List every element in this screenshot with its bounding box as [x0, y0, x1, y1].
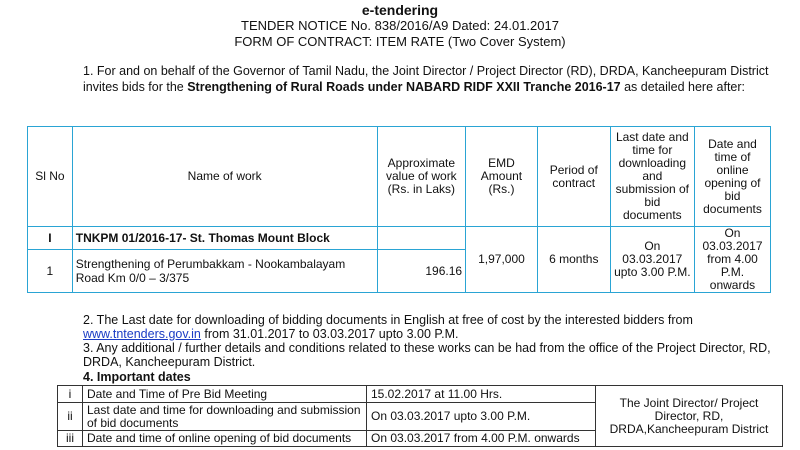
- date-row-item: Date and Time of Pre Bid Meeting: [83, 386, 367, 403]
- para2-text: The Last date for downloading of bidding documents in English at free of cost by the interested bidders from: [93, 313, 693, 327]
- header-approx-value: Approximate value of work (Rs. in Laks): [377, 127, 465, 227]
- para1-num: 1.: [83, 64, 94, 78]
- group-name: TNKPM 01/2016-17- St. Thomas Mount Block: [72, 227, 377, 250]
- works-table: [27, 126, 771, 293]
- paragraphs-2-3: [83, 313, 783, 369]
- group-sl: I: [28, 227, 73, 250]
- form-of-contract: FORM OF CONTRACT: ITEM RATE (Two Cover System): [234, 34, 566, 49]
- tender-notice-number: TENDER NOTICE No. 838/2016/A9 Dated: 24.01.2017: [241, 18, 559, 33]
- date-row-value: 15.02.2017 at 11.00 Hrs.: [367, 386, 596, 403]
- header-name-of-work: Name of work: [72, 127, 377, 227]
- paragraph-3: 3. Any additional / further details and conditions related to these works can be had from the office of the Project Director, RD, DRDA, Kancheepuram District.: [83, 341, 771, 369]
- important-dates-table: [57, 385, 783, 447]
- row-sl: 1: [28, 250, 73, 293]
- date-row-no: i: [58, 386, 83, 403]
- date-row-no: ii: [58, 403, 83, 431]
- opening-date-cell: On 03.03.2017 from 4.00 P.M. onwards: [694, 227, 770, 293]
- emd-amount: 1,97,000: [466, 227, 538, 293]
- date-row-value: On 03.03.2017 from 4.00 P.M. onwards: [367, 431, 596, 447]
- date-row-item: Date and time of online opening of bid documents: [83, 431, 367, 447]
- last-date-cell: On 03.03.2017 upto 3.00 P.M.: [610, 227, 694, 293]
- row-approx-value: 196.16: [377, 250, 465, 293]
- date-row-value: On 03.03.2017 upto 3.00 P.M.: [367, 403, 596, 431]
- period-of-contract: 6 months: [537, 227, 610, 293]
- row-name-of-work: Strengthening of Perumbakkam - Nookambalayam Road Km 0/0 – 3/375: [72, 250, 377, 293]
- issuing-authority: The Joint Director/ Project Director, RD, DRDA,Kancheepuram District: [596, 386, 783, 447]
- para1-tail: as detailed here after:: [620, 80, 746, 94]
- group-row: [28, 227, 771, 250]
- para1-bold: Strengthening of Rural Roads under NABARD RIDF XXII Tranche 2016-17: [187, 80, 621, 94]
- table-row: [58, 386, 783, 403]
- header-opening-date: Date and time of online opening of bid documents: [694, 127, 770, 227]
- date-row-no: iii: [58, 431, 83, 447]
- header-sl-no: Sl No: [28, 127, 73, 227]
- works-table-header: [28, 127, 771, 227]
- para2-num: 2.: [83, 313, 94, 327]
- header-emd-amount: EMD Amount (Rs.): [466, 127, 538, 227]
- paragraph-1: [83, 63, 773, 95]
- header-last-date: Last date and time for downloading and submission of bid documents: [610, 127, 694, 227]
- group-empty-cell: [377, 227, 465, 250]
- para2-tail: from 31.01.2017 to 03.03.2017 upto 3.00 P.M.: [200, 327, 459, 341]
- tntenders-link[interactable]: www.tntenders.gov.in: [83, 327, 201, 341]
- header-period: Period of contract: [537, 127, 610, 227]
- para1-text: For and on behalf of the Governor of Tamil Nadu, the Joint Director / Project Director (RD), DRDA, Kancheepuram District invites bids for the: [83, 64, 769, 94]
- paragraph-2: [83, 313, 783, 341]
- important-dates-title: 4. Important dates: [83, 370, 191, 384]
- date-row-item: Last date and time for downloading and submission of bid documents: [83, 403, 367, 431]
- page-title: e-tendering: [361, 2, 439, 18]
